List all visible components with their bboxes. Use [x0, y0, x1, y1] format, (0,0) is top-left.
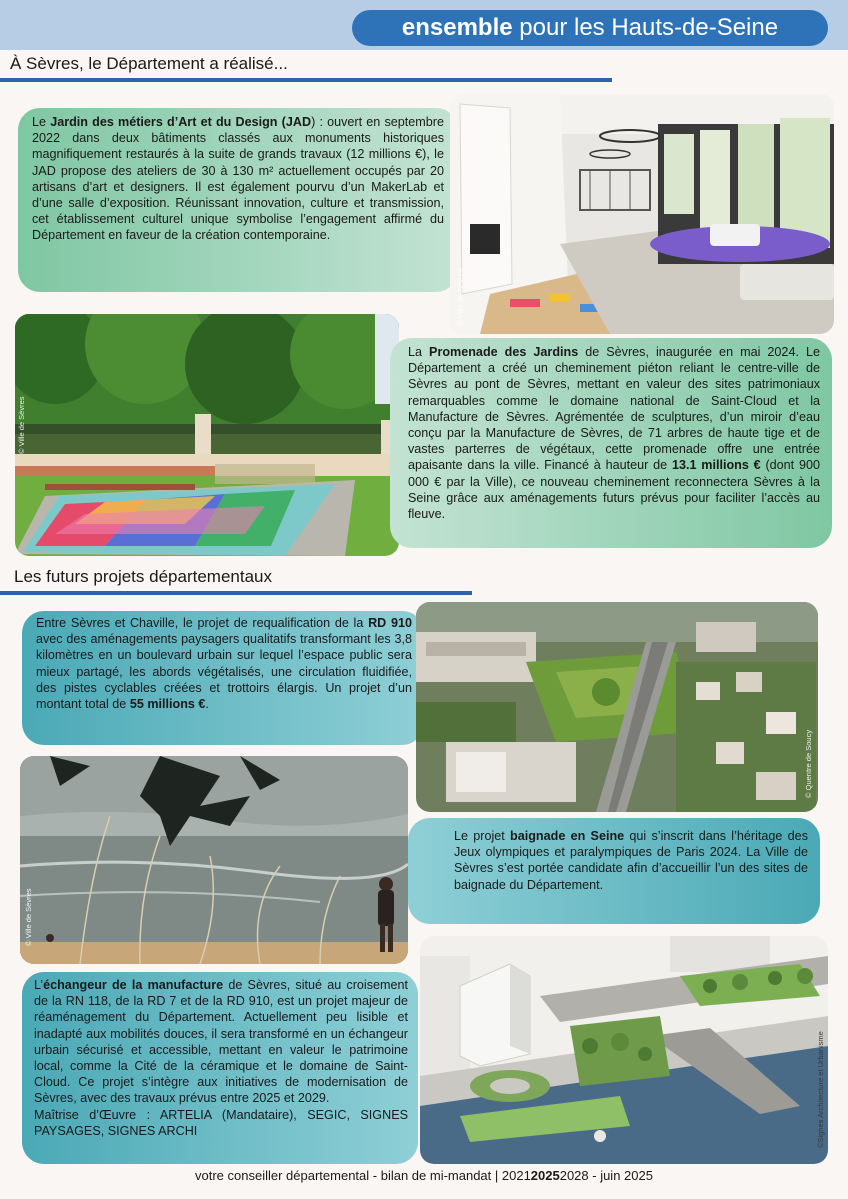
seine-river-image — [20, 756, 408, 964]
baignade-paragraph: Le projet baignade en Seine qui s’inscrit dans l’héritage des Jeux olympiques et paralympiques de Paris 2024. La Ville de Sèvres s’est portée candidate afin d’accueillir l’un des sites de baignade du Département. — [454, 829, 808, 892]
header-badge — [352, 10, 828, 46]
footer-text-end: 2028 - juin 2025 — [559, 1168, 653, 1183]
rd910-aerial-image — [416, 602, 818, 812]
promenade-amount: 13.1 millions € — [671, 458, 761, 473]
rd910-amount: 55 millions € — [129, 697, 206, 712]
echangeur-credits: Maîtrise d’Œuvre : ARTELIA (Mandataire), SEGIC, SIGNES PAYSAGES, SIGNES ARCHI — [34, 1107, 408, 1138]
header-badge-text: pour les Hauts-de-Seine — [512, 14, 779, 41]
promenade-photo — [15, 314, 399, 556]
jad-photo — [450, 94, 834, 334]
section-rule-2 — [0, 591, 472, 595]
baignade-textbox — [408, 818, 820, 924]
jad-photo-credit: © Ville de Sèvres — [456, 268, 465, 326]
rd910-photo — [416, 602, 818, 812]
echangeur-photo-credit: ©Signes Architecture et Urbanisme — [816, 1031, 825, 1148]
seine-photo — [20, 756, 408, 964]
rd910-name: RD 910 — [368, 616, 412, 630]
echangeur-rendering-image — [420, 936, 828, 1164]
jad-name: Jardin des métiers d’Art et du Design (JAD — [50, 115, 312, 129]
footer — [0, 1168, 848, 1183]
rd910-textbox — [22, 611, 424, 745]
promenade-paragraph: La Promenade des Jardins de Sèvres, inaugurée en mai 2024. Le Département a créé un cheminement piéton reliant le centre-ville de Sèvres au pont de Sèvres, mettant en valeur des sites patrimoniaux remarquables comme le domaine national de Saint-Cloud et la Manufacture de Sèvres. Agrémentée de sculptures, d’un miroir d’eau conçu par la Manufacture de Sèvres, de 71 arbres de haute tige et de vastes parterres de végétaux, cette promenade offre une entrée apaisante dans la ville. Financé à hauteur de 13.1 millions € (dont 900 000 € par la Ville), ce nouveau cheminement reconnectera Sèvres à la Seine grâce aux aménagements futurs prévus pour faciliter l’accès au fleuve. — [408, 345, 820, 522]
promenade-image — [15, 314, 399, 556]
section-title-realised: À Sèvres, le Département a réalisé... — [10, 54, 288, 73]
header-badge-bold: ensemble — [401, 14, 513, 41]
promenade-textbox — [390, 338, 832, 548]
promenade-name: Promenade des Jardins — [429, 345, 579, 359]
echangeur-photo — [420, 936, 828, 1164]
echangeur-name: échangeur de la manufacture — [43, 978, 224, 992]
promenade-photo-credit: © Ville de Sèvres — [17, 396, 26, 454]
section-title-future: Les futurs projets départementaux — [14, 567, 272, 586]
jad-interior-image — [450, 94, 834, 334]
section-rule-1 — [0, 78, 612, 82]
rd910-paragraph: Entre Sèvres et Chaville, le projet de requalification de la RD 910 avec des aménagements paysagers qualitatifs transformant les 3,8 kilomètres en un boulevard urbain sur lequel l’espace public sera mieux partagé, les abords végétalisés, une circulation fluidifiée, des pistes cyclables créées et trottoirs élargis. Un projet d’un montant total de 55 millions €. — [36, 616, 412, 712]
seine-photo-credit: © Ville de Sèvres — [24, 888, 33, 946]
footer-text: votre conseiller départemental - bilan de mi-mandat | 2021 — [195, 1168, 531, 1183]
jad-textbox — [18, 108, 458, 292]
echangeur-paragraph: L’échangeur de la manufacture de Sèvres, situé au croisement de la RN 118, de la RD 7 et de la RD 910, est un projet majeur de réaménagement du Département. Actuellement peu lisible et inadapté aux mobilités douces, il sera transformé en un échangeur urbain sécurisé et accessible, mettant en valeur le patrimoine local, comme la Cité de la céramique et le domaine de Saint-Cloud. Ce projet s’intègre aux initiatives de modernisation de Sèvres, avec des travaux prévus entre 2025 et 2029. — [34, 978, 409, 1106]
jad-paragraph: Le Jardin des métiers d’Art et du Design (JAD) : ouvert en septembre 2022 dans deux bâtiments classés aux monuments historiques magnifiquement restaurés à la suite de grands travaux (12 millions €), le JAD propose des ateliers de 30 à 130 m² actuellement occupés par 20 artisans d’art et designers. Il est également pourvu d’un MakerLab et d’une salle d’exposition. Réunissant innovation, culture et transmission, cet établissement culturel unique symbolise l’engagement affirmé du Département en faveur de la création contemporaine. — [32, 115, 444, 243]
echangeur-textbox — [22, 972, 418, 1164]
baignade-name: baignade en Seine — [510, 829, 625, 843]
footer-year-bold: 2025 — [530, 1168, 560, 1183]
rd910-photo-credit: © Quentre de Soucy — [804, 729, 813, 798]
